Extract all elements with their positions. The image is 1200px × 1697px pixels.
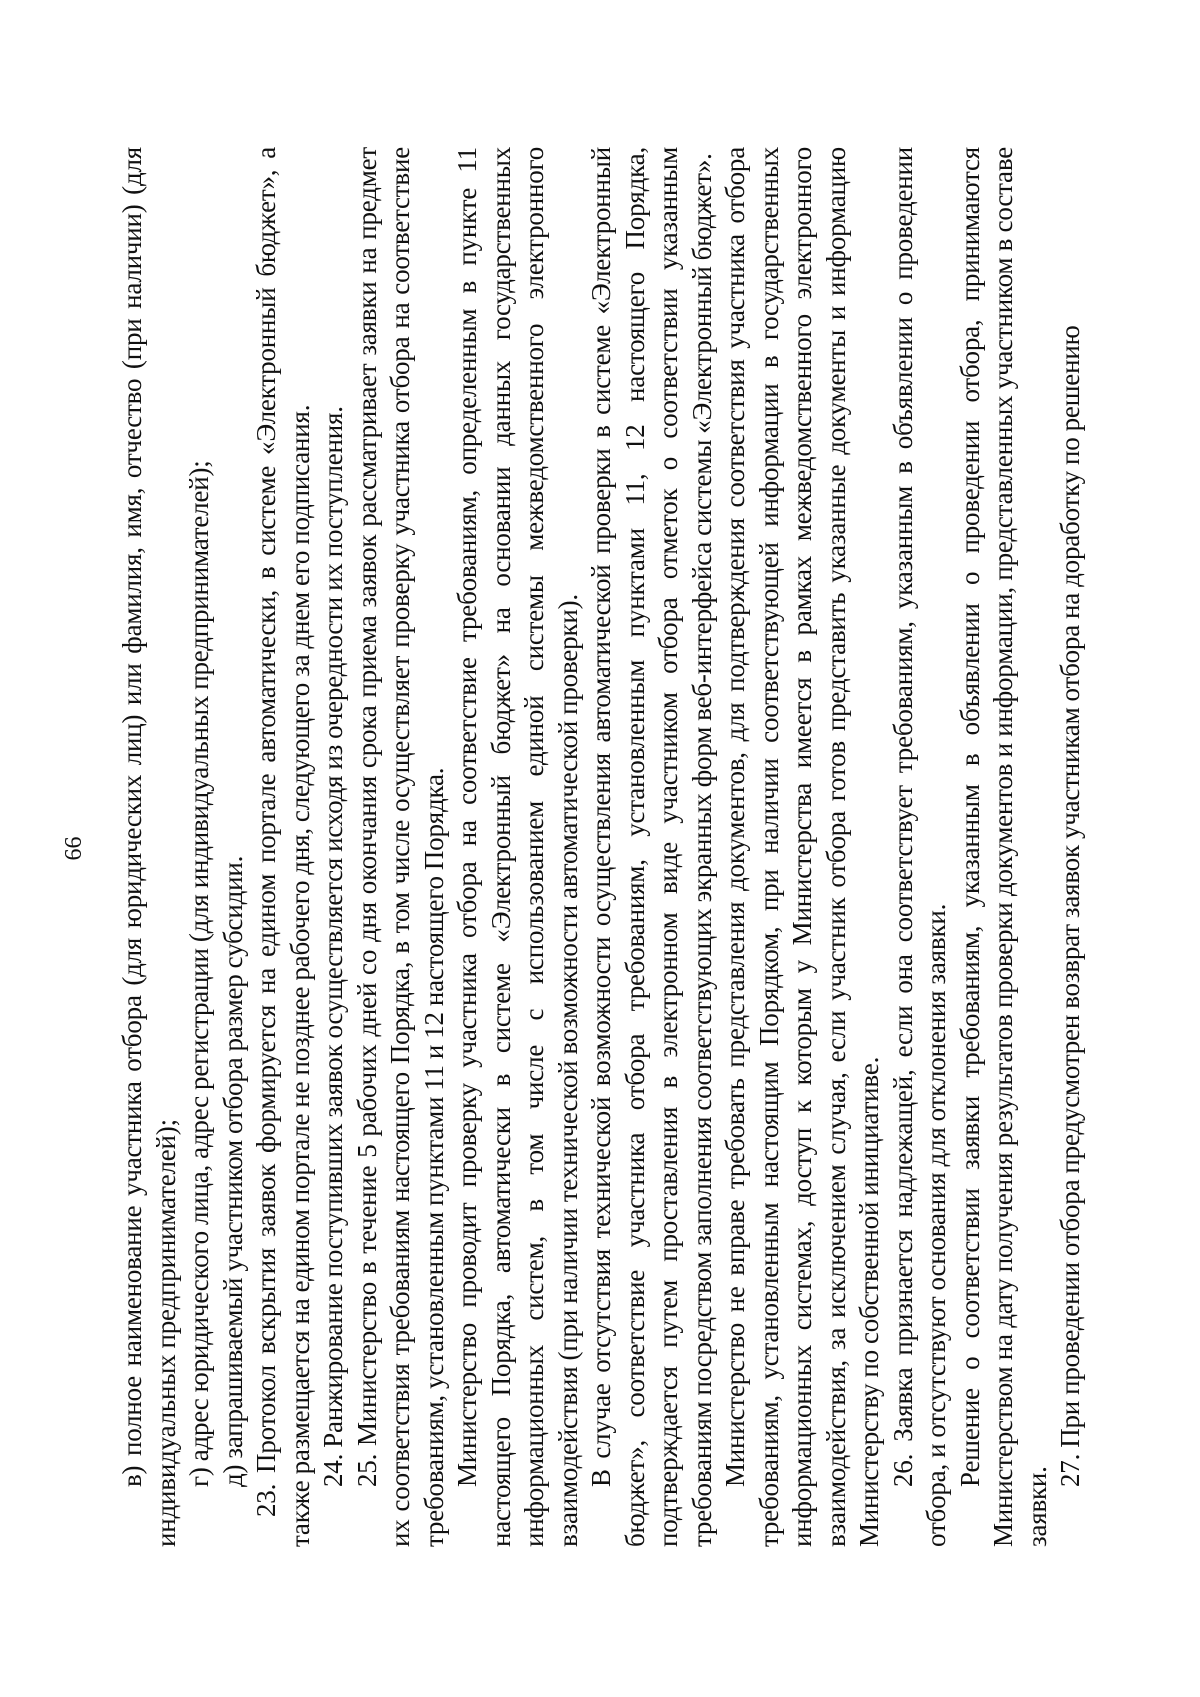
paragraph-item-d: д) запрашиваемый участником отбора размер субсидии.	[217, 855, 248, 1487]
page-number: 66	[61, 836, 87, 861]
paragraph-26-decision: Решение о соответствии заявки требованиям, указанным в объявлении о проведении отбора, принимаются Министерством на дату получения результатов проверки документов и информации, представленных участником в составе заявки.	[954, 147, 1052, 1547]
paragraph-25-no-automatic-check: В случае отсутствия технической возможности осуществления автоматической проверки в системе «Электронный бюджет», соответствие участника отбора требованиям, установленным пунктами 11, 12 настоящего Порядка, подтверждается путем проставления в электронном виде участником отбора отметок о соответствии указанным требованиям посредством заполнения соответствующих экранных форм веб-интерфейса системы «Электронный бюджет».	[586, 147, 717, 1547]
paragraph-item-v: в) полное наименование участника отбора (для юридических лиц) или фамилия, имя, отчество (при наличии) (для индивидуальных предпринимателей);	[117, 147, 181, 1547]
paragraph-item-g: г) адрес юридического лица, адрес регистрации (для индивидуальных предпринимателей);	[184, 460, 214, 1487]
paragraph-25-verification: Министерство проводит проверку участника отбора на соответствие требованиям, определенным в пункте 11 настоящего Порядка, автоматически в системе «Электронный бюджет» на основании данных государственных информационных систем, в том числе с использованием единой системы межведомственного электронного взаимодействия (при наличии технической возможности автоматической проверки).	[452, 147, 583, 1547]
document-body	[116, 147, 1088, 1547]
paragraph-25-documents: Министерство не вправе требовать представления документов, для подтверждения соответствия участника отбора требованиям, установленным настоящим Порядком, при наличии соответствующей информации в государственных информационных системах, доступ к которым у Министерства имеется в рамках межведомственного электронного взаимодействия, за исключением случая, если участник отбора готов представить указанные документы и информацию Министерству по собственной инициативе.	[720, 147, 884, 1547]
paragraph-23: 23. Протокол вскрытия заявок формируется на едином портале автоматически, в системе «Электронный бюджет», а также размещается на едином портале не позднее рабочего дня, следующего за днем его подписания.	[251, 147, 315, 1547]
paragraph-24: 24. Ранжирование поступивших заявок осуществляется исходя из очередности их поступления.	[318, 406, 348, 1487]
paragraph-25: 25. Министерство в течение 5 рабочих дней со дня окончания срока приема заявок рассматривает заявки на предмет их соответствия требованиям настоящего Порядка, в том числе осуществляет проверку участника отбора на соответствие требованиям, установленным пунктами 11 и 12 настоящего Порядка.	[351, 147, 449, 1547]
paragraph-26: 26. Заявка признается надлежащей, если она соответствует требованиям, указанным в объявлении о проведении отбора, и отсутствуют основания для отклонения заявки.	[887, 147, 951, 1547]
paragraph-27: 27. При проведении отбора предусмотрен возврат заявок участникам отбора на доработку по решению	[1055, 325, 1085, 1487]
